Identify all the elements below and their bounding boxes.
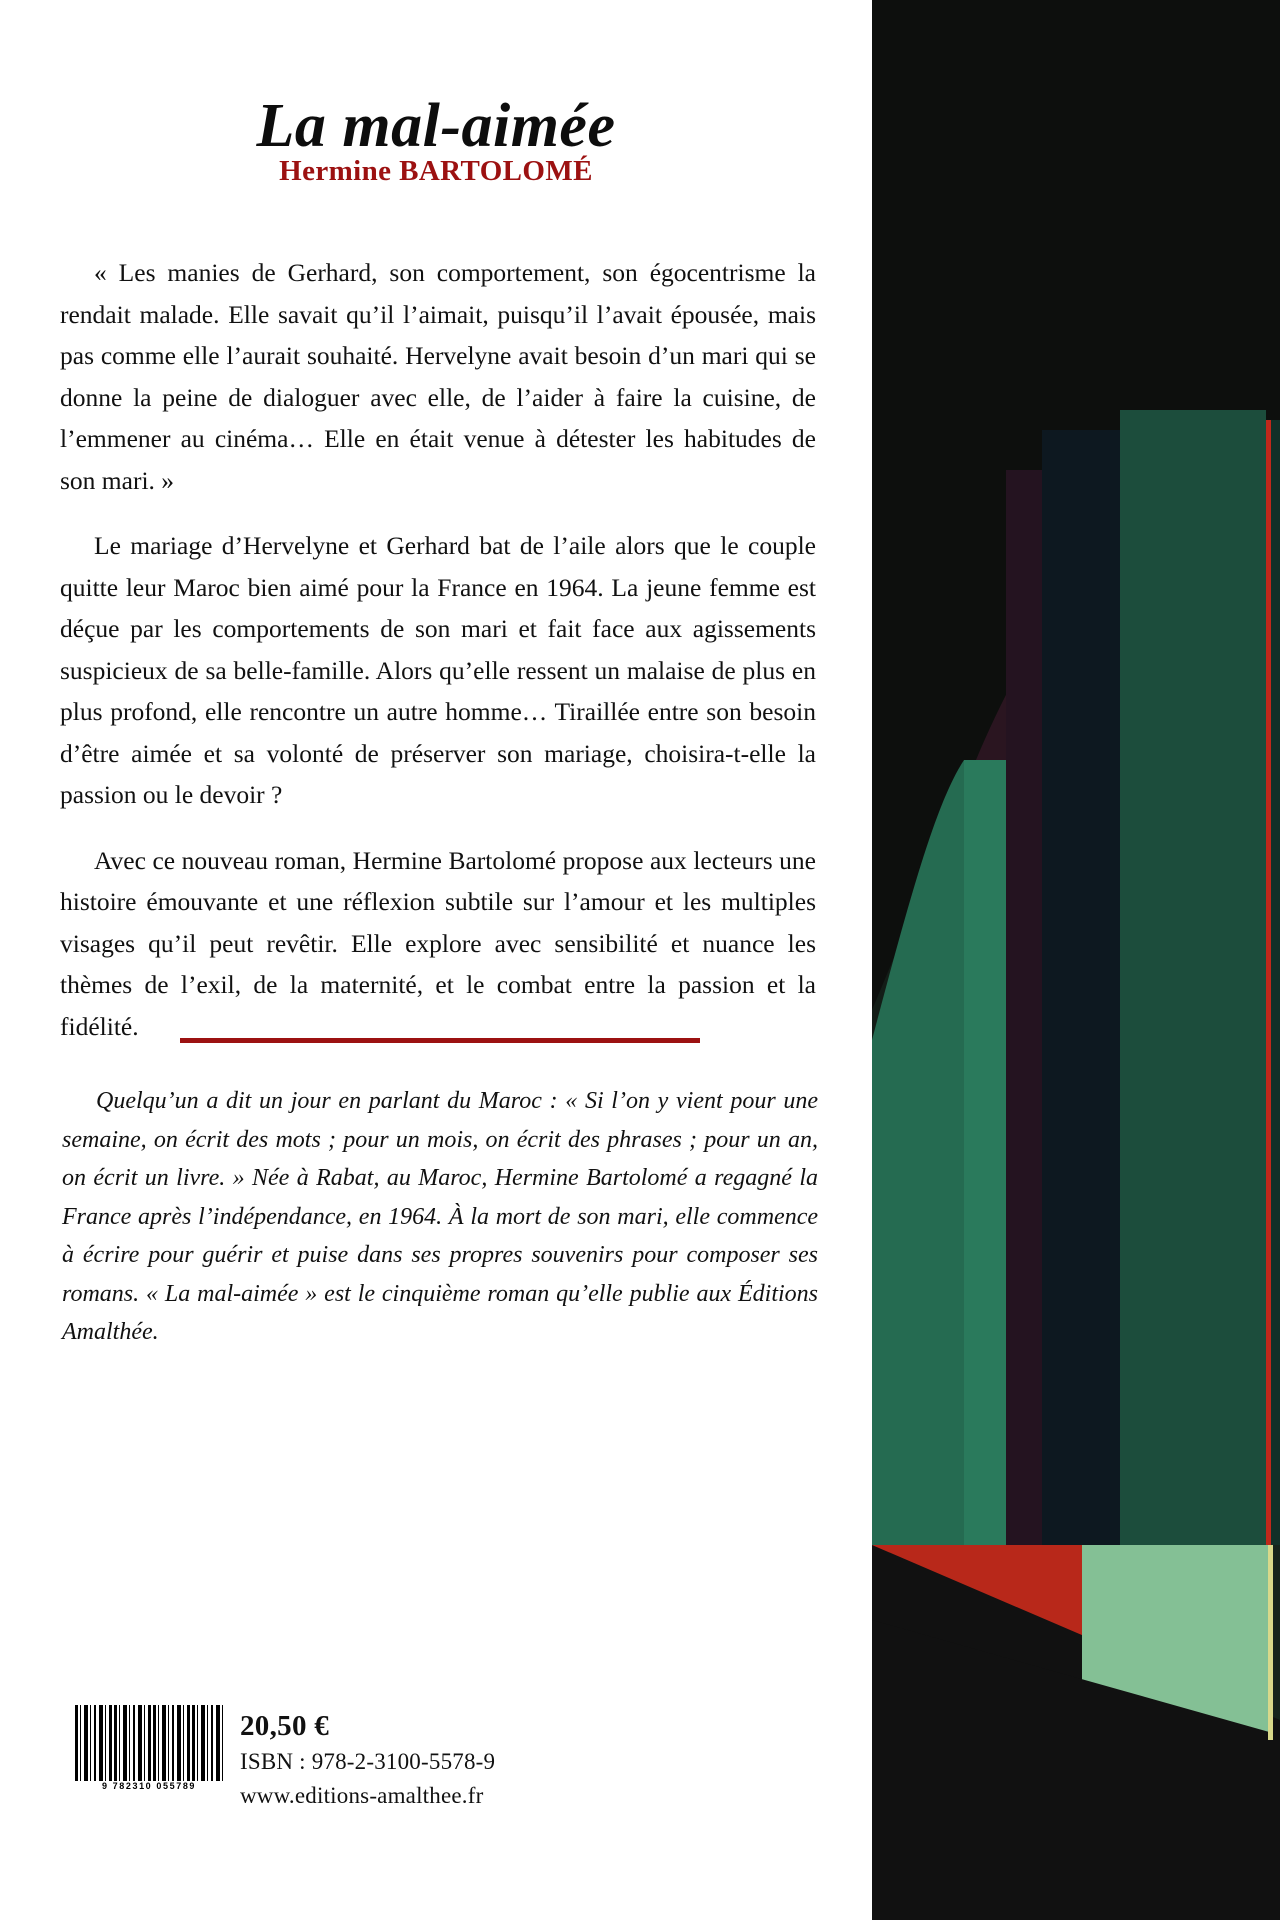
art-edge-strip [1271, 420, 1280, 1545]
cover-art-panel [872, 0, 1280, 1920]
blurb-paragraph-synopsis: Le mariage d’Hervelyne et Gerhard bat de l’aile alors que le couple quitte leur Maroc bien aimé pour la France en 1964. La jeune femme est déçue par les comportements de son mari et fait face aux agissements suspicieux de sa belle-famille. Alors qu’elle ressent un malaise de plus en plus profond, elle rencontre un autre homme… Tiraillée entre son besoin d’être aimée et sa volonté de préserver son mariage, choisira-t-elle la passion ou le devoir ? [60, 531, 816, 809]
cover-art-graphic [872, 0, 1280, 1920]
barcode [75, 1705, 223, 1793]
barcode-bars [75, 1705, 223, 1781]
footer-block [60, 1705, 660, 1825]
price-label: 20,50 € [240, 1710, 330, 1742]
art-navy-column [1042, 430, 1120, 1545]
blurb-paragraph-commentary: Avec ce nouveau roman, Hermine Bartolomé propose aux lecteurs une histoire émouvante et une réflexion subtile sur l’amour et les multiples visages qu’il peut revêtir. Elle explore avec sensibilité et nuance les thèmes de l’exil, de la maternité, et le combat entre la passion et la fidélité. [60, 845, 816, 1041]
art-red-accent-line [1266, 420, 1271, 1545]
red-divider-rule [180, 1038, 700, 1043]
isbn-label: ISBN : 978-2-3100-5578-9 [240, 1749, 496, 1774]
barcode-digits: 9 782310 055789 [101, 1781, 197, 1791]
art-green-column-right [1120, 410, 1266, 1545]
art-green-column-left-inner [964, 760, 1006, 1545]
art-plum-column [1006, 470, 1042, 1545]
author-biography-text: Quelqu’un a dit un jour en parlant du Maroc : « Si l’on y vient pour une semaine, on écrit des mots ; pour un mois, on écrit des phrases ; pour un an, on écrit un livre. » Née à Rabat, au Maroc, Hermine Bartolomé a regagné la France après l’indépendance, en 1964. À la mort de son mari, elle commence à écrire pour guérir et puise dans ses propres souvenirs pour composer ses romans. « La mal-aimée » est le cinquième roman qu’elle publie aux Éditions Amalthée. [62, 1088, 818, 1345]
blurb-paragraph-quote: « Les manies de Gerhard, son comportement, son égocentrisme la rendait malade. Elle savait qu’il l’aimait, puisqu’il l’avait épousée, mais pas comme elle l’aurait souhaité. Hervelyne avait besoin d’un mari qui se donne la peine de dialoguer avec elle, de l’aider à faire la cuisine, de l’emmener au cinéma… Elle en était venue à détester les habitudes de son mari. » [60, 258, 816, 495]
price-isbn-block [240, 1707, 495, 1813]
blurb-section [60, 252, 816, 1071]
book-title: La mal-aimée [256, 91, 616, 160]
publisher-website-label: www.editions-amalthee.fr [240, 1783, 484, 1808]
author-biography-section [62, 1082, 818, 1352]
author-name: Hermine BARTOLOMÉ [279, 155, 593, 187]
art-yellow-sliver [1268, 1545, 1273, 1740]
